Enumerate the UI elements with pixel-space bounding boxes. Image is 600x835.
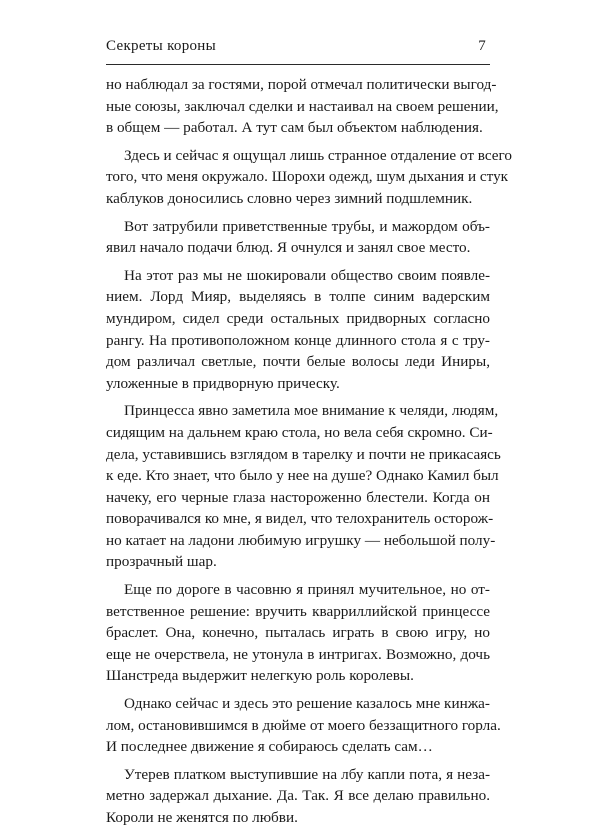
text-line: начеку, его черные глаза настороженно блестели. Когда он (106, 488, 490, 506)
body-text (106, 74, 512, 835)
text-line: мундиром, сидел среди остальных придворных согласно (106, 309, 490, 327)
paragraph (106, 265, 490, 395)
header-rule (106, 64, 490, 65)
text-line: дом различал светлые, почти белые волосы леди Иниры, (106, 353, 490, 371)
page-number: 7 (478, 38, 486, 54)
text-line: Еще по дороге в часовню я принял мучительное, но от- (124, 581, 490, 599)
text-line: дела, уставившись взглядом в тарелку и почти не прикасаясь (106, 445, 501, 463)
text-line: но катает на ладони любимую игрушку — небольшой полу- (106, 531, 496, 549)
paragraph (106, 579, 490, 687)
paragraph (106, 74, 499, 139)
text-line: Короли не женятся по любви. (106, 809, 298, 826)
text-line: каблуков доносились словно через зимний подшлемник. (106, 189, 473, 207)
paragraph (106, 145, 512, 210)
text-line: метно задержал дыхание. Да. Так. Я все делаю правильно. (106, 787, 490, 805)
text-line: На этот раз мы не шокировали общество своим появле- (124, 266, 490, 284)
text-line: поворачивался ко мне, я видел, что телохранитель осторож- (106, 510, 494, 528)
paragraph (106, 400, 501, 573)
paragraph (106, 216, 490, 259)
text-line: ветственное решение: вручить кварриллийской принцессе (106, 602, 490, 620)
text-line: браслет. Она, конечно, пыталась играть в свою игру, но (106, 624, 490, 642)
text-line: нием. Лорд Мияр, выделяясь в толпе синим вадерским (106, 288, 490, 306)
paragraph (106, 764, 490, 829)
text-line: лом, остановившимся в дюйме от моего беззащитного горла. (106, 716, 501, 734)
text-line: И последнее движение я собираюсь сделать сам… (106, 738, 433, 756)
text-line: Принцесса явно заметила мое внимание к челяди, людям, (124, 402, 499, 420)
text-line: еще не очерствела, не утонула в интригах. Возможно, дочь (106, 645, 490, 663)
text-line: прозрачный шар. (106, 553, 217, 571)
running-head (106, 38, 490, 64)
text-line: ные союзы, заключал сделки и настаивал на своем решении, (106, 97, 499, 115)
paragraph (106, 693, 501, 758)
text-line: рангу. На противоположном конце длинного стола я с тру- (106, 331, 490, 349)
text-line: Однако сейчас и здесь это решение казалось мне кинжа- (124, 695, 490, 713)
text-line: явил начало подачи блюд. Я очнулся и занял свое место. (106, 239, 471, 257)
text-line: но наблюдал за гостями, порой отмечал политически выгод- (106, 76, 497, 93)
book-title: Секреты короны (106, 38, 217, 54)
text-line: Утерев платком выступившие на лбу капли пота, я неза- (124, 765, 490, 783)
text-line: Вот затрубили приветственные трубы, и мажордом объ- (124, 217, 490, 235)
text-line: к еде. Кто знает, что было у нее на душе? Однако Камил был (106, 467, 499, 485)
text-line: Шанстреда выдержит нелегкую роль королевы. (106, 667, 414, 685)
text-line: в общем — работал. А тут сам был объектом наблюдения. (106, 119, 483, 137)
text-line: Здесь и сейчас я ощущал лишь странное отдаление от всего (124, 146, 512, 164)
text-line: уложенные в придворную прическу. (106, 374, 340, 392)
text-line: сидящим на дальнем краю стола, но вела себя скромно. Си- (106, 423, 493, 441)
text-line: того, что меня окружало. Шорохи одежд, шум дыхания и стук (106, 168, 509, 186)
